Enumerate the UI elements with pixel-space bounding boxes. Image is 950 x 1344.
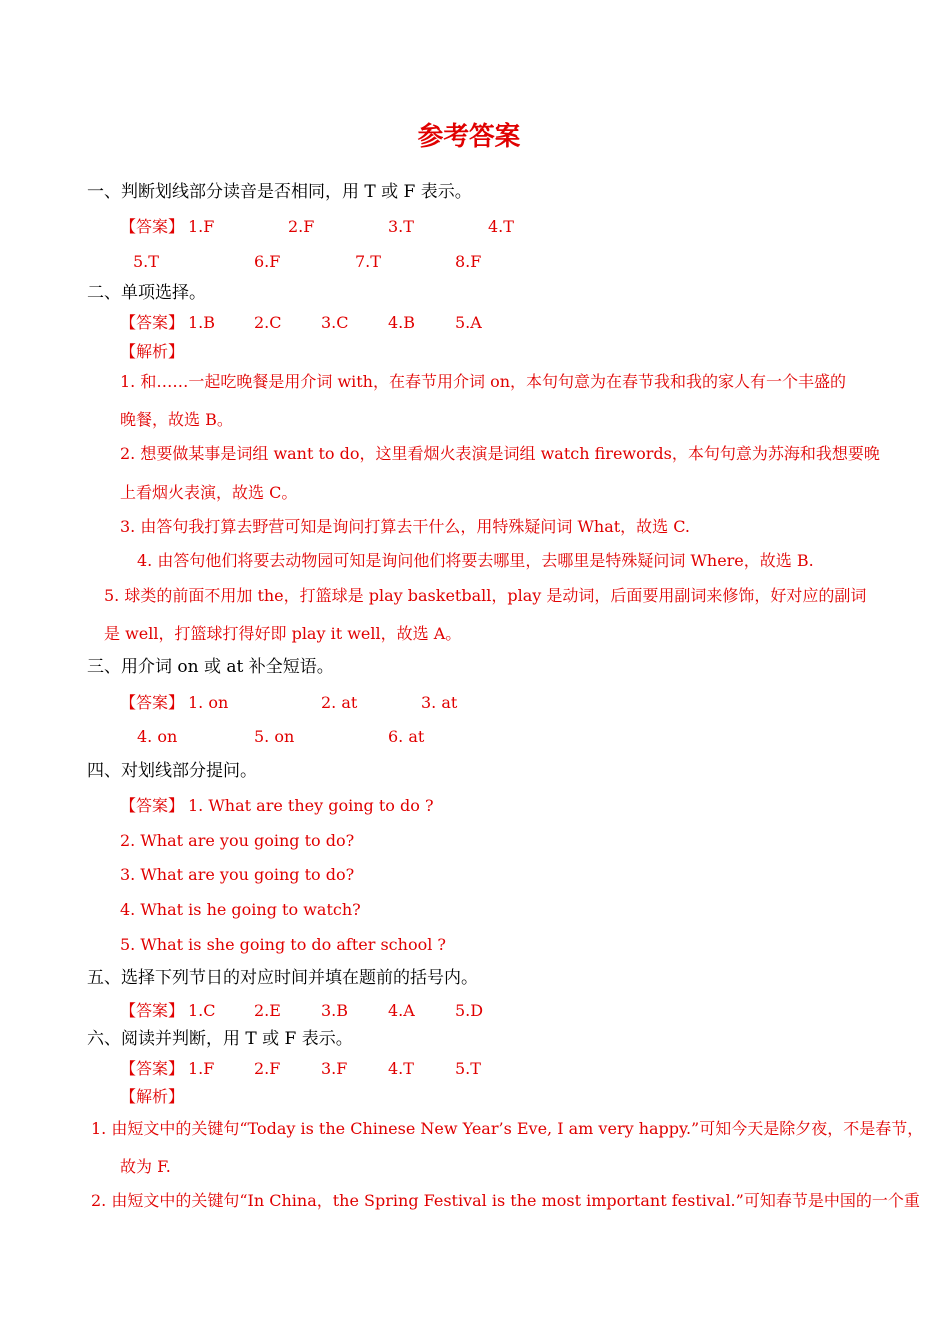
s4-answer: 3. What are you going to do? [120, 865, 355, 884]
s2-explanation-line: 晚餐，故选 B。 [120, 410, 233, 429]
s3-answer: 3. at [421, 693, 458, 712]
section-4-heading: 四、对划线部分提问。 [87, 761, 257, 781]
s3-answer: 1. on [188, 693, 229, 712]
s2-answer: 5.A [455, 313, 482, 332]
s5-answer-label: 【答案】 [120, 1001, 185, 1020]
s6-answer: 4.T [388, 1059, 414, 1078]
s5-answer: 3.B [321, 1001, 349, 1020]
s6-answer: 1.F [188, 1059, 215, 1078]
s1-answer: 1.F [188, 217, 215, 236]
s2-explanation-line: 1. 和……一起吃晚餐是用介词 with，在春节用介词 on，本句句意为在春节我和我的家人有一个丰盛的 [120, 372, 847, 391]
s5-answer: 1.C [188, 1001, 216, 1020]
section-2-heading: 二、单项选择。 [87, 283, 206, 303]
s4-answer: 2. What are you going to do? [120, 831, 355, 850]
s4-answer: 5. What is she going to do after school ? [120, 935, 446, 954]
s1-answer: 6.F [254, 252, 281, 271]
s5-answer: 4.A [388, 1001, 415, 1020]
s2-answer: 3.C [321, 313, 349, 332]
s2-answer: 2.C [254, 313, 282, 332]
s2-answer-label: 【答案】 [120, 313, 185, 332]
s2-explanation-line: 上看烟火表演，故选 C。 [120, 483, 298, 502]
s1-answer: 4.T [488, 217, 514, 236]
section-1-heading: 一、判断划线部分读音是否相同，用 T 或 F 表示。 [87, 182, 472, 202]
s2-explanation-line: 是 well，打篮球打得好即 play it well，故选 A。 [104, 624, 462, 643]
s4-answer: 4. What is he going to watch? [120, 900, 361, 919]
s5-answer: 2.E [254, 1001, 281, 1020]
s1-answer: 7.T [355, 252, 381, 271]
s3-answer: 2. at [321, 693, 358, 712]
s2-explanation-line: 2. 想要做某事是词组 want to do，这里看烟火表演是词组 watch firewords，本句句意为苏海和我想要晚 [120, 444, 880, 463]
section-5-heading: 五、选择下列节日的对应时间并填在题前的括号内。 [87, 968, 478, 988]
s6-answer: 3.F [321, 1059, 348, 1078]
s2-answer: 1.B [188, 313, 216, 332]
s6-explanation-line: 故为 F. [120, 1157, 171, 1176]
s6-explanation-line: 2. 由短文中的关键句“In China，the Spring Festival is the most important festival.”可知春节是中国的一个重 [91, 1191, 920, 1210]
s2-explanation-line: 4. 由答句他们将要去动物园可知是询问他们将要去哪里，去哪里是特殊疑问词 Where，故选 B. [137, 551, 814, 570]
s3-answer: 5. on [254, 727, 295, 746]
s4-answer-label: 【答案】 [120, 796, 185, 815]
s5-answer: 5.D [455, 1001, 484, 1020]
s4-answer: 1. What are they going to do ? [188, 796, 434, 815]
s2-explanation-line: 5. 球类的前面不用加 the，打篮球是 play basketball，play 是动词，后面要用副词来修饰，好对应的副词 [104, 586, 867, 605]
s1-answer: 2.F [288, 217, 315, 236]
s1-answer: 8.F [455, 252, 482, 271]
s2-analysis-label: 【解析】 [120, 342, 185, 361]
s2-explanation-line: 3. 由答句我打算去野营可知是询问打算去干什么，用特殊疑问词 What，故选 C. [120, 517, 691, 536]
section-6-heading: 六、阅读并判断，用 T 或 F 表示。 [87, 1029, 353, 1049]
s2-answer: 4.B [388, 313, 416, 332]
s6-explanation-line: 1. 由短文中的关键句“Today is the Chinese New Year’s Eve, I am very happy.”可知今天是除夕夜，不是春节， [91, 1119, 924, 1138]
s3-answer: 6. at [388, 727, 425, 746]
s6-answer: 2.F [254, 1059, 281, 1078]
s1-answer-label: 【答案】 [120, 217, 185, 236]
s6-answer-label: 【答案】 [120, 1059, 185, 1078]
section-3-heading: 三、用介词 on 或 at 补全短语。 [87, 657, 334, 677]
s1-answer: 3.T [388, 217, 414, 236]
s6-analysis-label: 【解析】 [120, 1087, 185, 1106]
s6-answer: 5.T [455, 1059, 481, 1078]
s3-answer-label: 【答案】 [120, 693, 185, 712]
s1-answer: 5.T [133, 252, 159, 271]
page-title: 参考答案 [417, 122, 521, 152]
s3-answer: 4. on [137, 727, 178, 746]
